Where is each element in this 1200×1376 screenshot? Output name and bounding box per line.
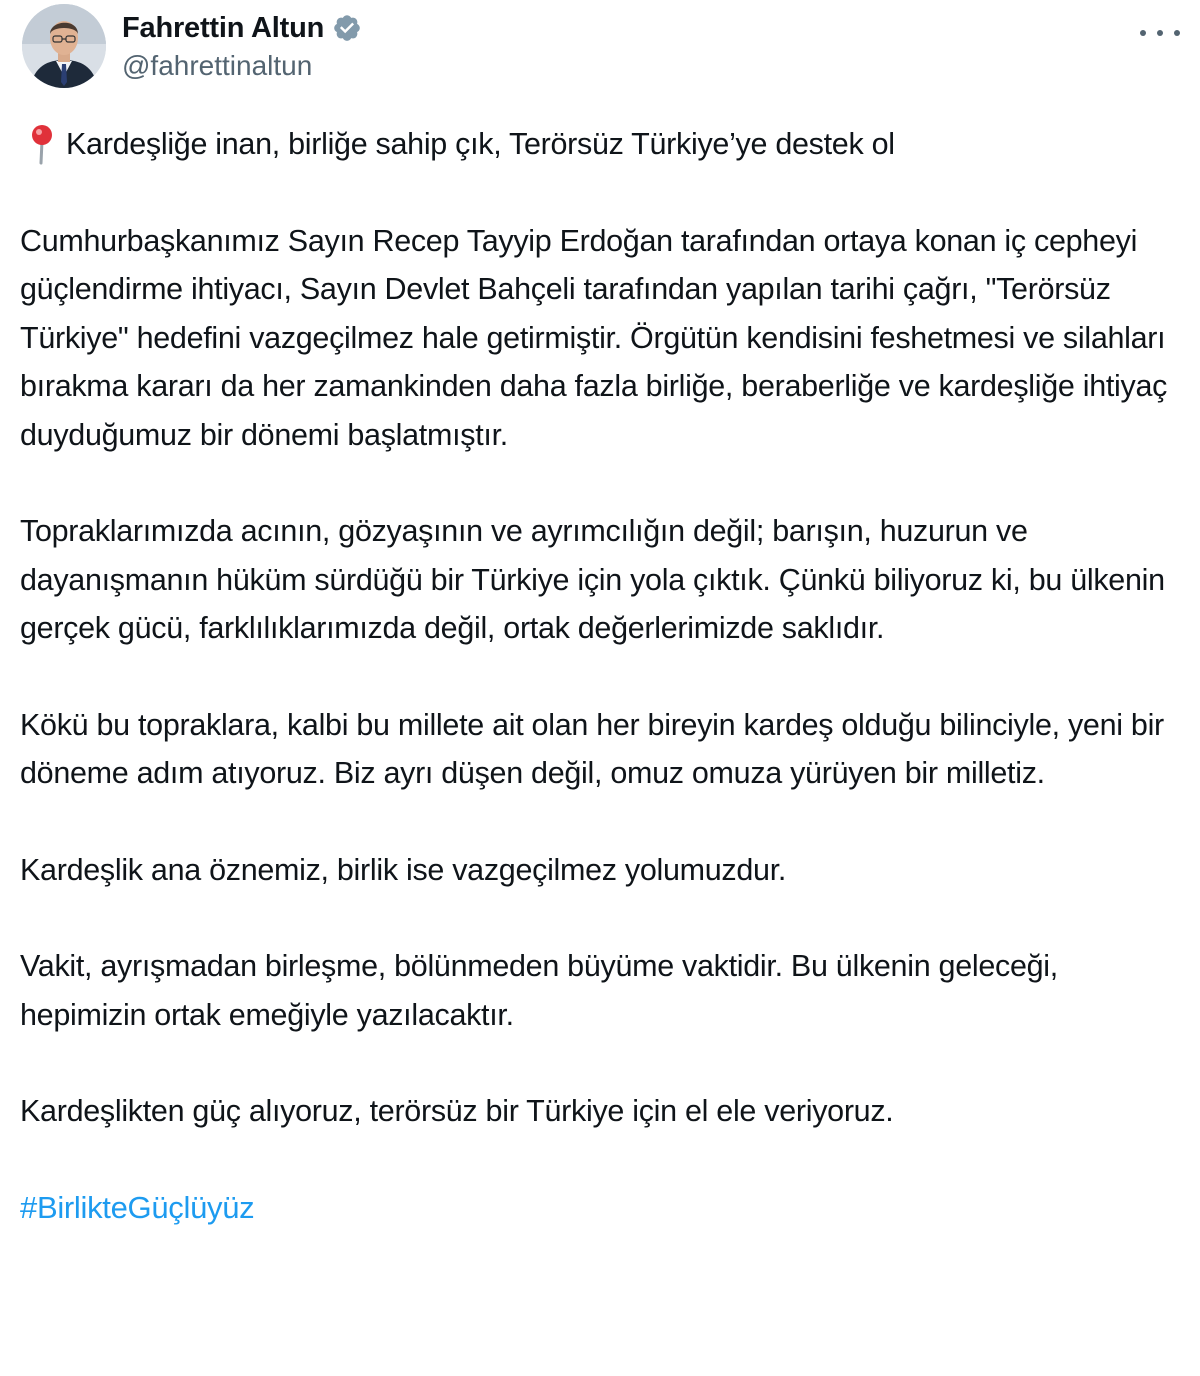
avatar[interactable] [22, 4, 106, 88]
verified-badge-icon [332, 13, 362, 43]
more-options-icon[interactable] [1140, 18, 1180, 48]
paragraph-5: Vakit, ayrışmadan birleşme, bölünmeden büyüme vaktidir. Bu ülkenin geleceği, hepimizin ortak emeğiyle yazılacaktır. [20, 949, 1058, 1032]
dot [1157, 30, 1163, 36]
paragraph-3: Kökü bu topraklara, kalbi bu millete ait olan her bireyin kardeş olduğu bilinciyle, yeni bir döneme adım atıyoruz. Biz ayrı düşen değil, omuz omuza yürüyen bir milletiz. [20, 707, 1164, 790]
paragraph-6: Kardeşlikten güç alıyoruz, terörsüz bir Türkiye için el ele veriyoruz. [20, 1094, 894, 1128]
headline-row [20, 120, 1190, 169]
name-row [122, 8, 362, 48]
tweet-body [20, 120, 1190, 1232]
hashtag-link[interactable]: #BirlikteGüçlüyüz [20, 1189, 255, 1225]
dot [1140, 30, 1146, 36]
avatar-image [22, 4, 106, 88]
dot [1174, 30, 1180, 36]
headline: Kardeşliğe inan, birliğe sahip çık, Terörsüz Türkiye’ye destek ol [66, 127, 895, 161]
paragraph-2: Topraklarımızda acının, gözyaşının ve ayrımcılığın değil; barışın, huzurun ve dayanışmanın hüküm sürdüğü bir Türkiye için yola çıktık. Çünkü biliyoruz ki, bu ülkenin gerçek gücü, farklılıklarımızda değil, ortak değerlerimizde saklıdır. [20, 514, 1165, 645]
tweet-header [22, 4, 1182, 88]
round-pushpin-icon [28, 123, 56, 165]
paragraph-1: Cumhurbaşkanımız Sayın Recep Tayyip Erdoğan tarafından ortaya konan iç cepheyi güçlendirme ihtiyacı, Sayın Devlet Bahçeli tarafından yapılan tarihi çağrı, "Terörsüz Türkiye" hedefini vazgeçilmez hale getirmiştir. Örgütün kendisini feshetmesi ve silahları bırakma kararı da her zamankinden daha fazla birliğe, beraberliğe ve kardeşliğe ihtiyaç duyduğumuz bir dönemi başlatmıştır. [20, 223, 1168, 452]
paragraph-4: Kardeşlik ana öznemiz, birlik ise vazgeçilmez yolumuzdur. [20, 852, 787, 887]
handle[interactable]: @fahrettinaltun [122, 50, 313, 81]
display-name[interactable]: Fahrettin Altun [122, 11, 325, 44]
